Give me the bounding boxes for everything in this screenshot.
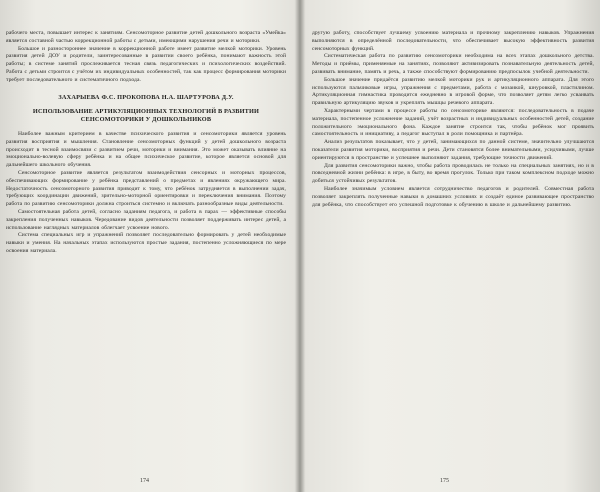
paragraph: Большое и разностороннее значение в коррекционной работе имеет развитие мелкой моторики. Уровень развития детей ДОУ и родители, заинтересованные в развитии своего ребёнка, понимают важность этой работы; в системе занятий прослеживается тесная связь педагогических и психологических воздействий. Работа с детьми строится с учётом их индивидуальных особенностей, так как процесс формирования моторики требует последовательного и систематичного подхода. [6,45,286,83]
article-title: ИСПОЛЬЗОВАНИЕ АРТИКУЛЯЦИОННЫХ ТЕХНОЛОГИЙ В РАЗВИТИИ СЕНСОМОТОРИКИ У ДОШКОЛЬНИКОВ [32,107,260,123]
paragraph: Анализ результатов показывает, что у детей, занимающихся по данной системе, значительно улучшаются показатели развития моторики, восприятия и речи. Дети становятся более внимательными, усидчивыми, лучше ориентируются в пространстве и успешнее выполняют задания, требующие точности движений. [312,139,594,161]
paragraph: Характерными чертами в процессе работы по сенсомоторике являются: последовательность в подаче материала, постепенное усложнение заданий, учёт возрастных и индивидуальных особенностей детей, создание положительного эмоционального фона. Каждое занятие строится так, чтобы ребёнок мог проявить самостоятельность и инициативу, а педагог выступал в роли помощника и партнёра. [312,107,594,138]
paragraph: Самостоятельная работа детей, согласно заданиям педагога, и работа в парах — эффективные способы закрепления полученных навыков. Чередование видов деятельности позволяет поддерживать интерес детей, а использование наглядных материалов облегчает усвоение нового. [6,208,286,231]
paragraph: Систематическая работа по развитию сенсомоторики необходима на всех этапах дошкольного детства. Методы и приёмы, применяемые на занятиях, позволяют активизировать познавательную деятельность детей, развивать внимание, память и речь, а также способствуют формированию предпосылок учебной деятельности. [312,53,594,75]
right-page-column [312,30,594,209]
page-number: 174 [140,478,149,484]
left-page [0,0,296,492]
left-page-column [6,30,286,256]
paragraph: Система специальных игр и упражнений позволяет последовательно формировать у детей необходимые навыки и умения. На начальных этапах используются простые задания, постепенно усложняющиеся по мере освоения материала. [6,232,286,254]
paragraph: рабочего места, повышает интерес к занятиям. Сенсомоторное развитие детей дошкольного возраста «Умейка» является составной частью коррекционной работы с детьми, имеющими нарушения речи и моторики. [6,30,286,44]
paragraph: Наиболее важным критерием в качестве психического развития и сенсомоторики является уровень развития восприятия и мышления. Становление сенсомоторных функций у детей дошкольного возраста происходит в тесной взаимосвязи с развитием речи, моторики и внимания. Это может оказывать влияние на эмоционально-волевую сферу ребёнка и на общее психическое развитие, которое является основой для дальнейшего школьного обучения. [6,130,286,169]
article-authors: ЗАХАРЫЕВА Ф.С. ПРОКОПОВА Н.А. ШАРТУРОВА Д.У. [58,93,234,101]
right-page [304,0,600,492]
paragraph: другую работу, способствует лучшему усвоению материала и прочному закреплению навыков. Упражнения выполняются в определённой последовательности, что обеспечивает высокую эффективность развития сенсомоторных функций. [312,30,594,52]
paragraph: Для развития сенсомоторики важно, чтобы работа проводилась не только на специальных занятиях, но и в повседневной жизни ребёнка: в игре, в быту, во время прогулок. Только при таком комплексном подходе можно добиться устойчивых результатов. [312,162,594,185]
paragraph: Наиболее значимым условием является сотрудничество педагогов и родителей. Совместная работа позволяет закреплять полученные навыки в домашних условиях и создаёт единое развивающее пространство для ребёнка, что способствует его успешной подготовке к обучению в школе и дальнейшему развитию. [312,185,594,208]
page-number: 175 [440,478,449,484]
paragraph: Сенсомоторное развитие является результатом взаимодействия сенсорных и моторных процессов, обеспечивающих формирование у ребёнка представлений о предметах и явлениях окружающего мира. Недостаточность сенсомоторного развития приводит к тому, что ребёнок затрудняется в выполнении задач, требующих координации движений, зрительно-моторной ориентировки и переключения внимания. Поэтому работа по развитию сенсомоторики должна строиться системно и включать разнообразные виды деятельности. [6,169,286,208]
paragraph: Большое значение придаётся развитию мелкой моторики рук и артикуляционного аппарата. Для этого используются пальчиковые игры, упражнения с предметами, работа с мозаикой, шнуровкой, пластилином. Артикуляционная гимнастика проводится ежедневно в игровой форме, что позволяет детям легко усваивать правильную артикуляцию звуков и укреплять мышцы речевого аппарата. [312,76,594,107]
